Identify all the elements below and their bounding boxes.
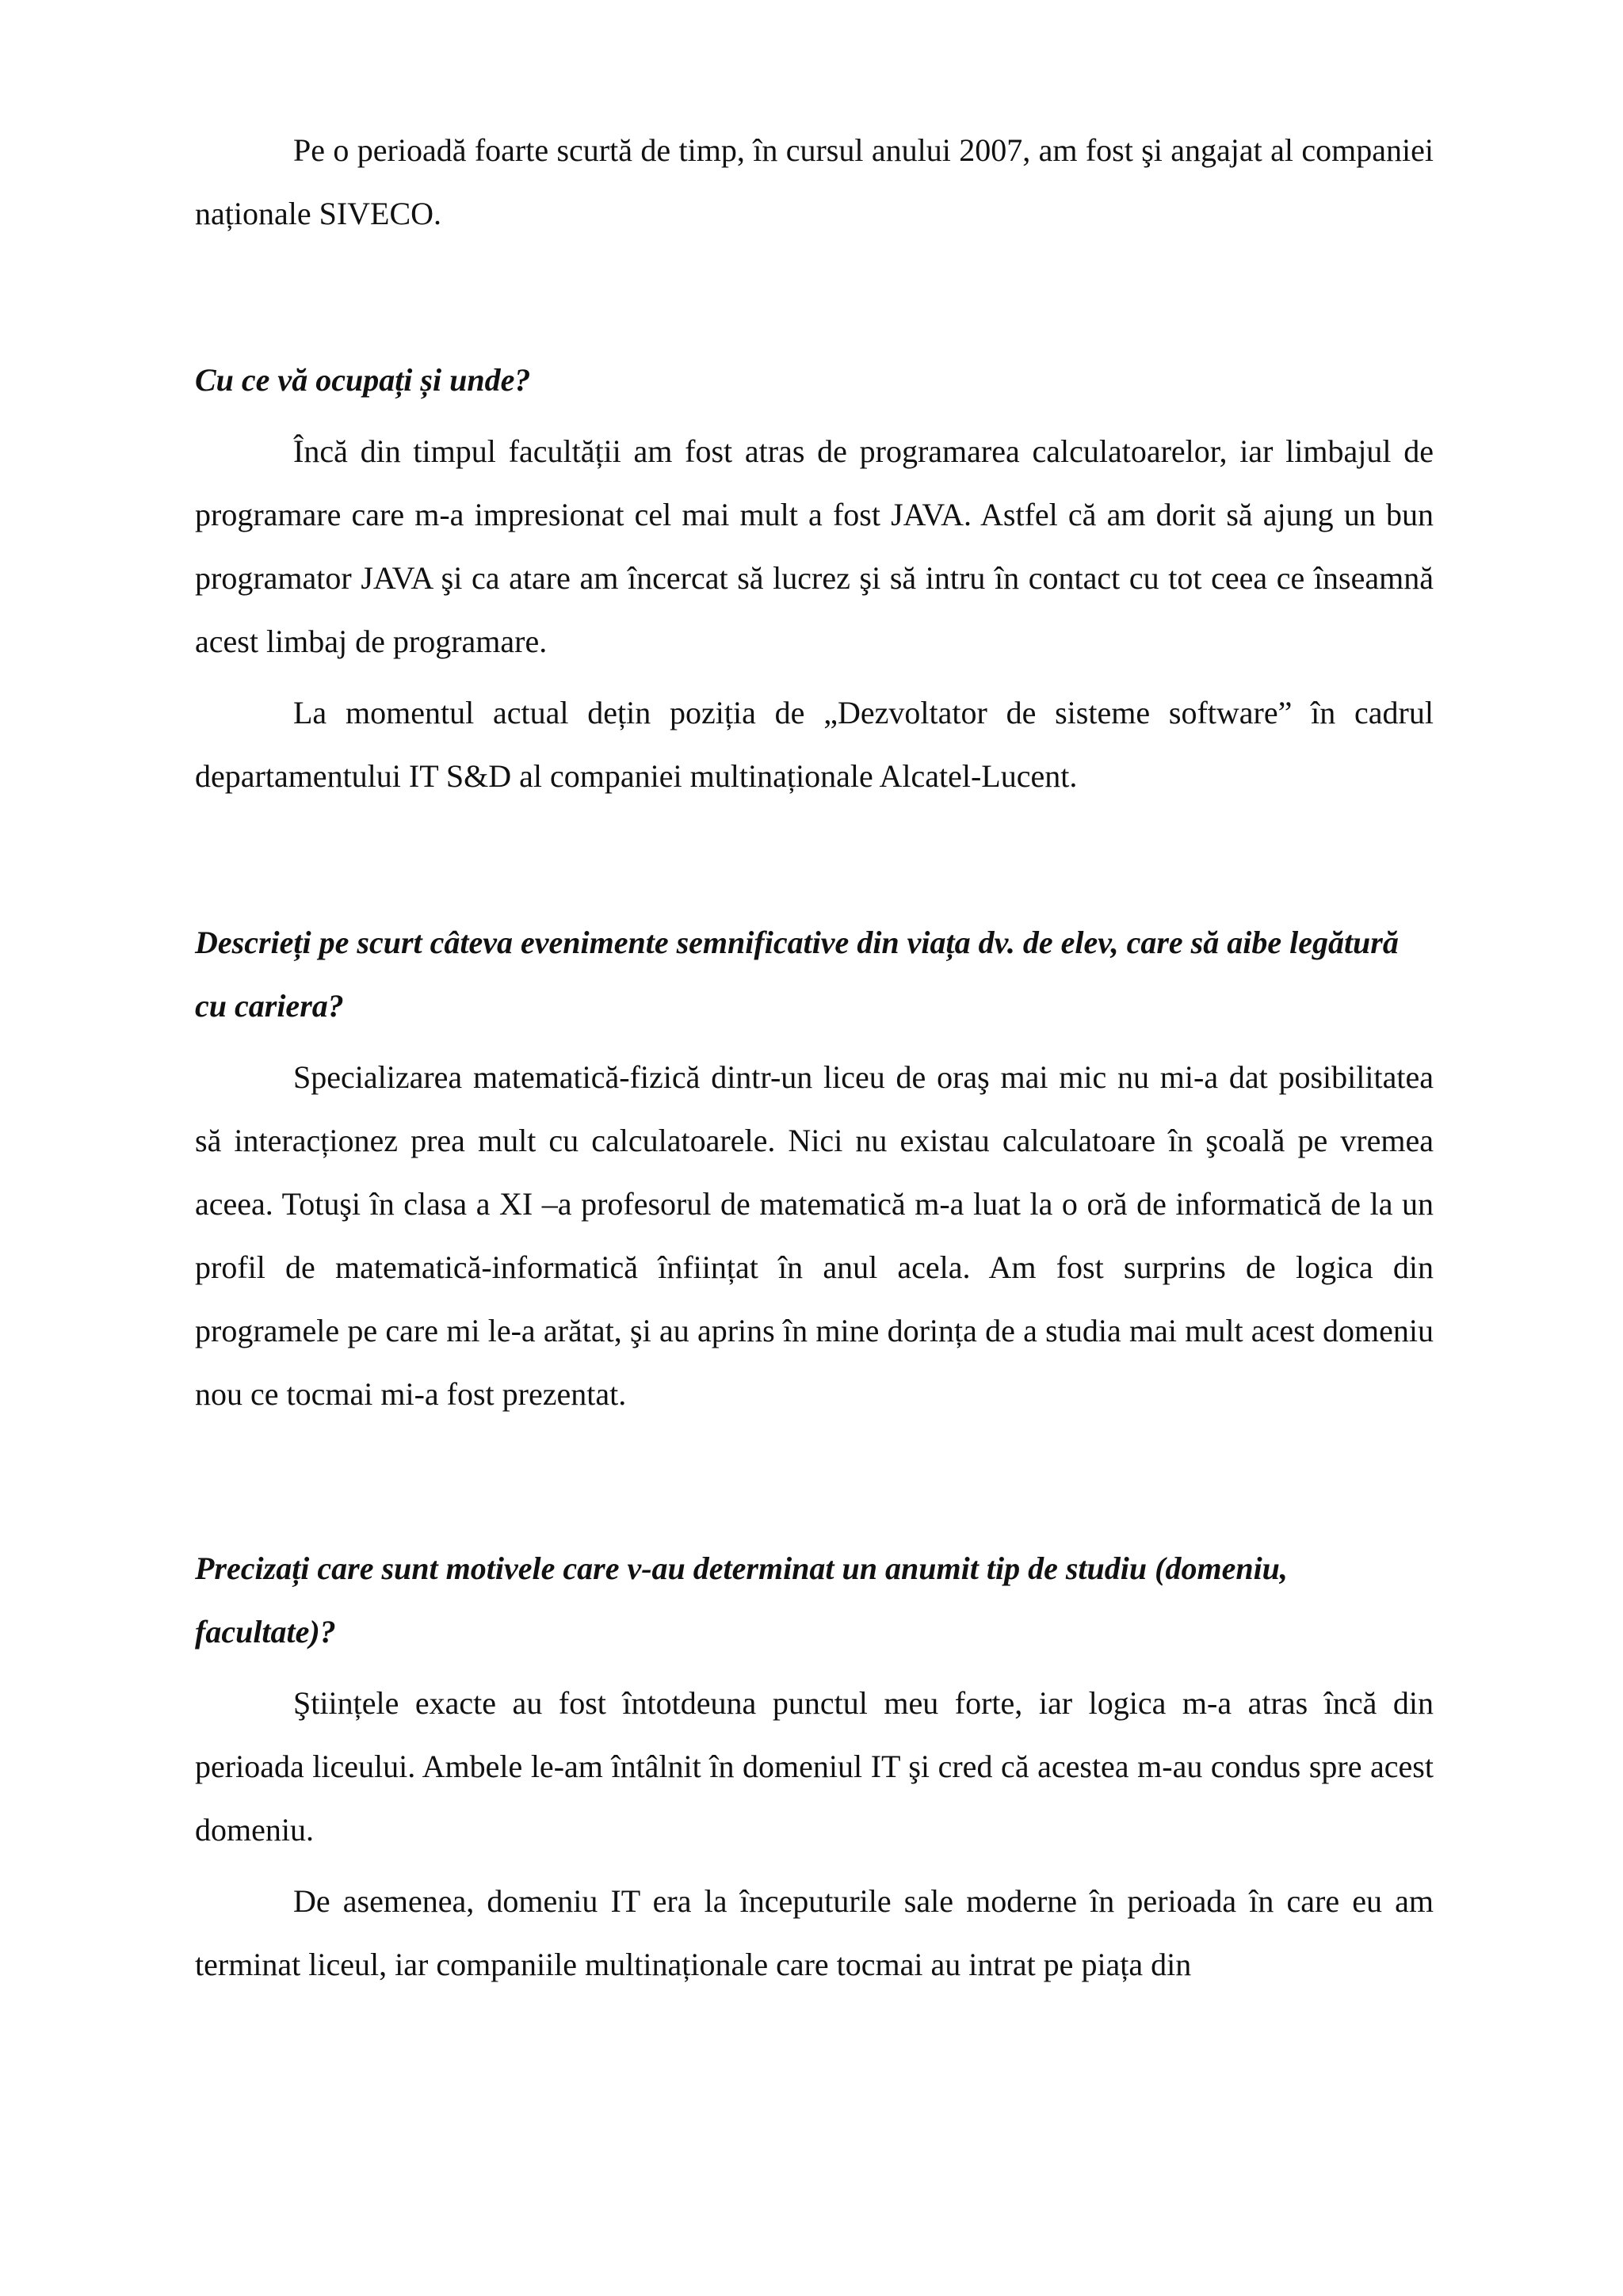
paragraph-highschool: Specializarea matematică-fizică dintr-un liceu de oraş mai mic nu mi-a dat posibilitatea să interacționez prea mult cu calculatoarele. Nici nu existau calculatoare în şcoală pe vremea aceea. Totuşi în clasa a XI –a profesorul de matematică m-a luat la o oră de informatică de la un profil de matematică-informatică înființat în anul acela. Am fost surprins de logica din programele pe care mi le-a arătat, şi au aprins în mine dorința de a studia mai mult acest domeniu nou ce tocmai mi-a fost prezentat. [195, 1059, 1434, 1412]
paragraph-current-position: La momentul actual dețin poziția de „Dezvoltator de sisteme software” în cadrul departamentului IT S&D al companiei multinaționale Alcatel-Lucent. [195, 695, 1434, 794]
question-study-motives: Precizați care sunt motivele care v-au determinat un anumit tip de studiu (domeniu, facultate)? [195, 1550, 1288, 1650]
paragraph-java: Încă din timpul facultății am fost atras de programarea calculatoarelor, iar limbajul de programare care m-a impresionat cel mai mult a fost JAVA. Astfel că am dorit să ajung un bun programator JAVA şi ca atare am încercat să lucrez şi să intru în contact cu tot ceea ce înseamnă acest limbaj de programare. [195, 433, 1434, 659]
paragraph-siveco: Pe o perioadă foarte scurtă de timp, în cursul anului 2007, am fost şi angajat al companiei naționale SIVECO. [195, 132, 1434, 231]
question-student-events: Descrieți pe scurt câteva evenimente semnificative din viața dv. de elev, care să aibe legătură cu cariera? [195, 925, 1399, 1024]
question-occupation: Cu ce vă ocupați și unde? [195, 362, 531, 398]
paragraph-it-domain: De asemenea, domeniu IT era la începuturile sale moderne în perioada în care eu am terminat liceul, iar companiile multinaționale care tocmai au intrat pe piața din [195, 1883, 1434, 1982]
document-page [195, 119, 1434, 1997]
paragraph-exact-sciences: Ştiințele exacte au fost întotdeuna punctul meu forte, iar logica m-a atras încă din perioada liceului. Ambele le-am întâlnit în domeniul IT şi cred că acestea m-au condus spre acest domeniu. [195, 1685, 1434, 1848]
